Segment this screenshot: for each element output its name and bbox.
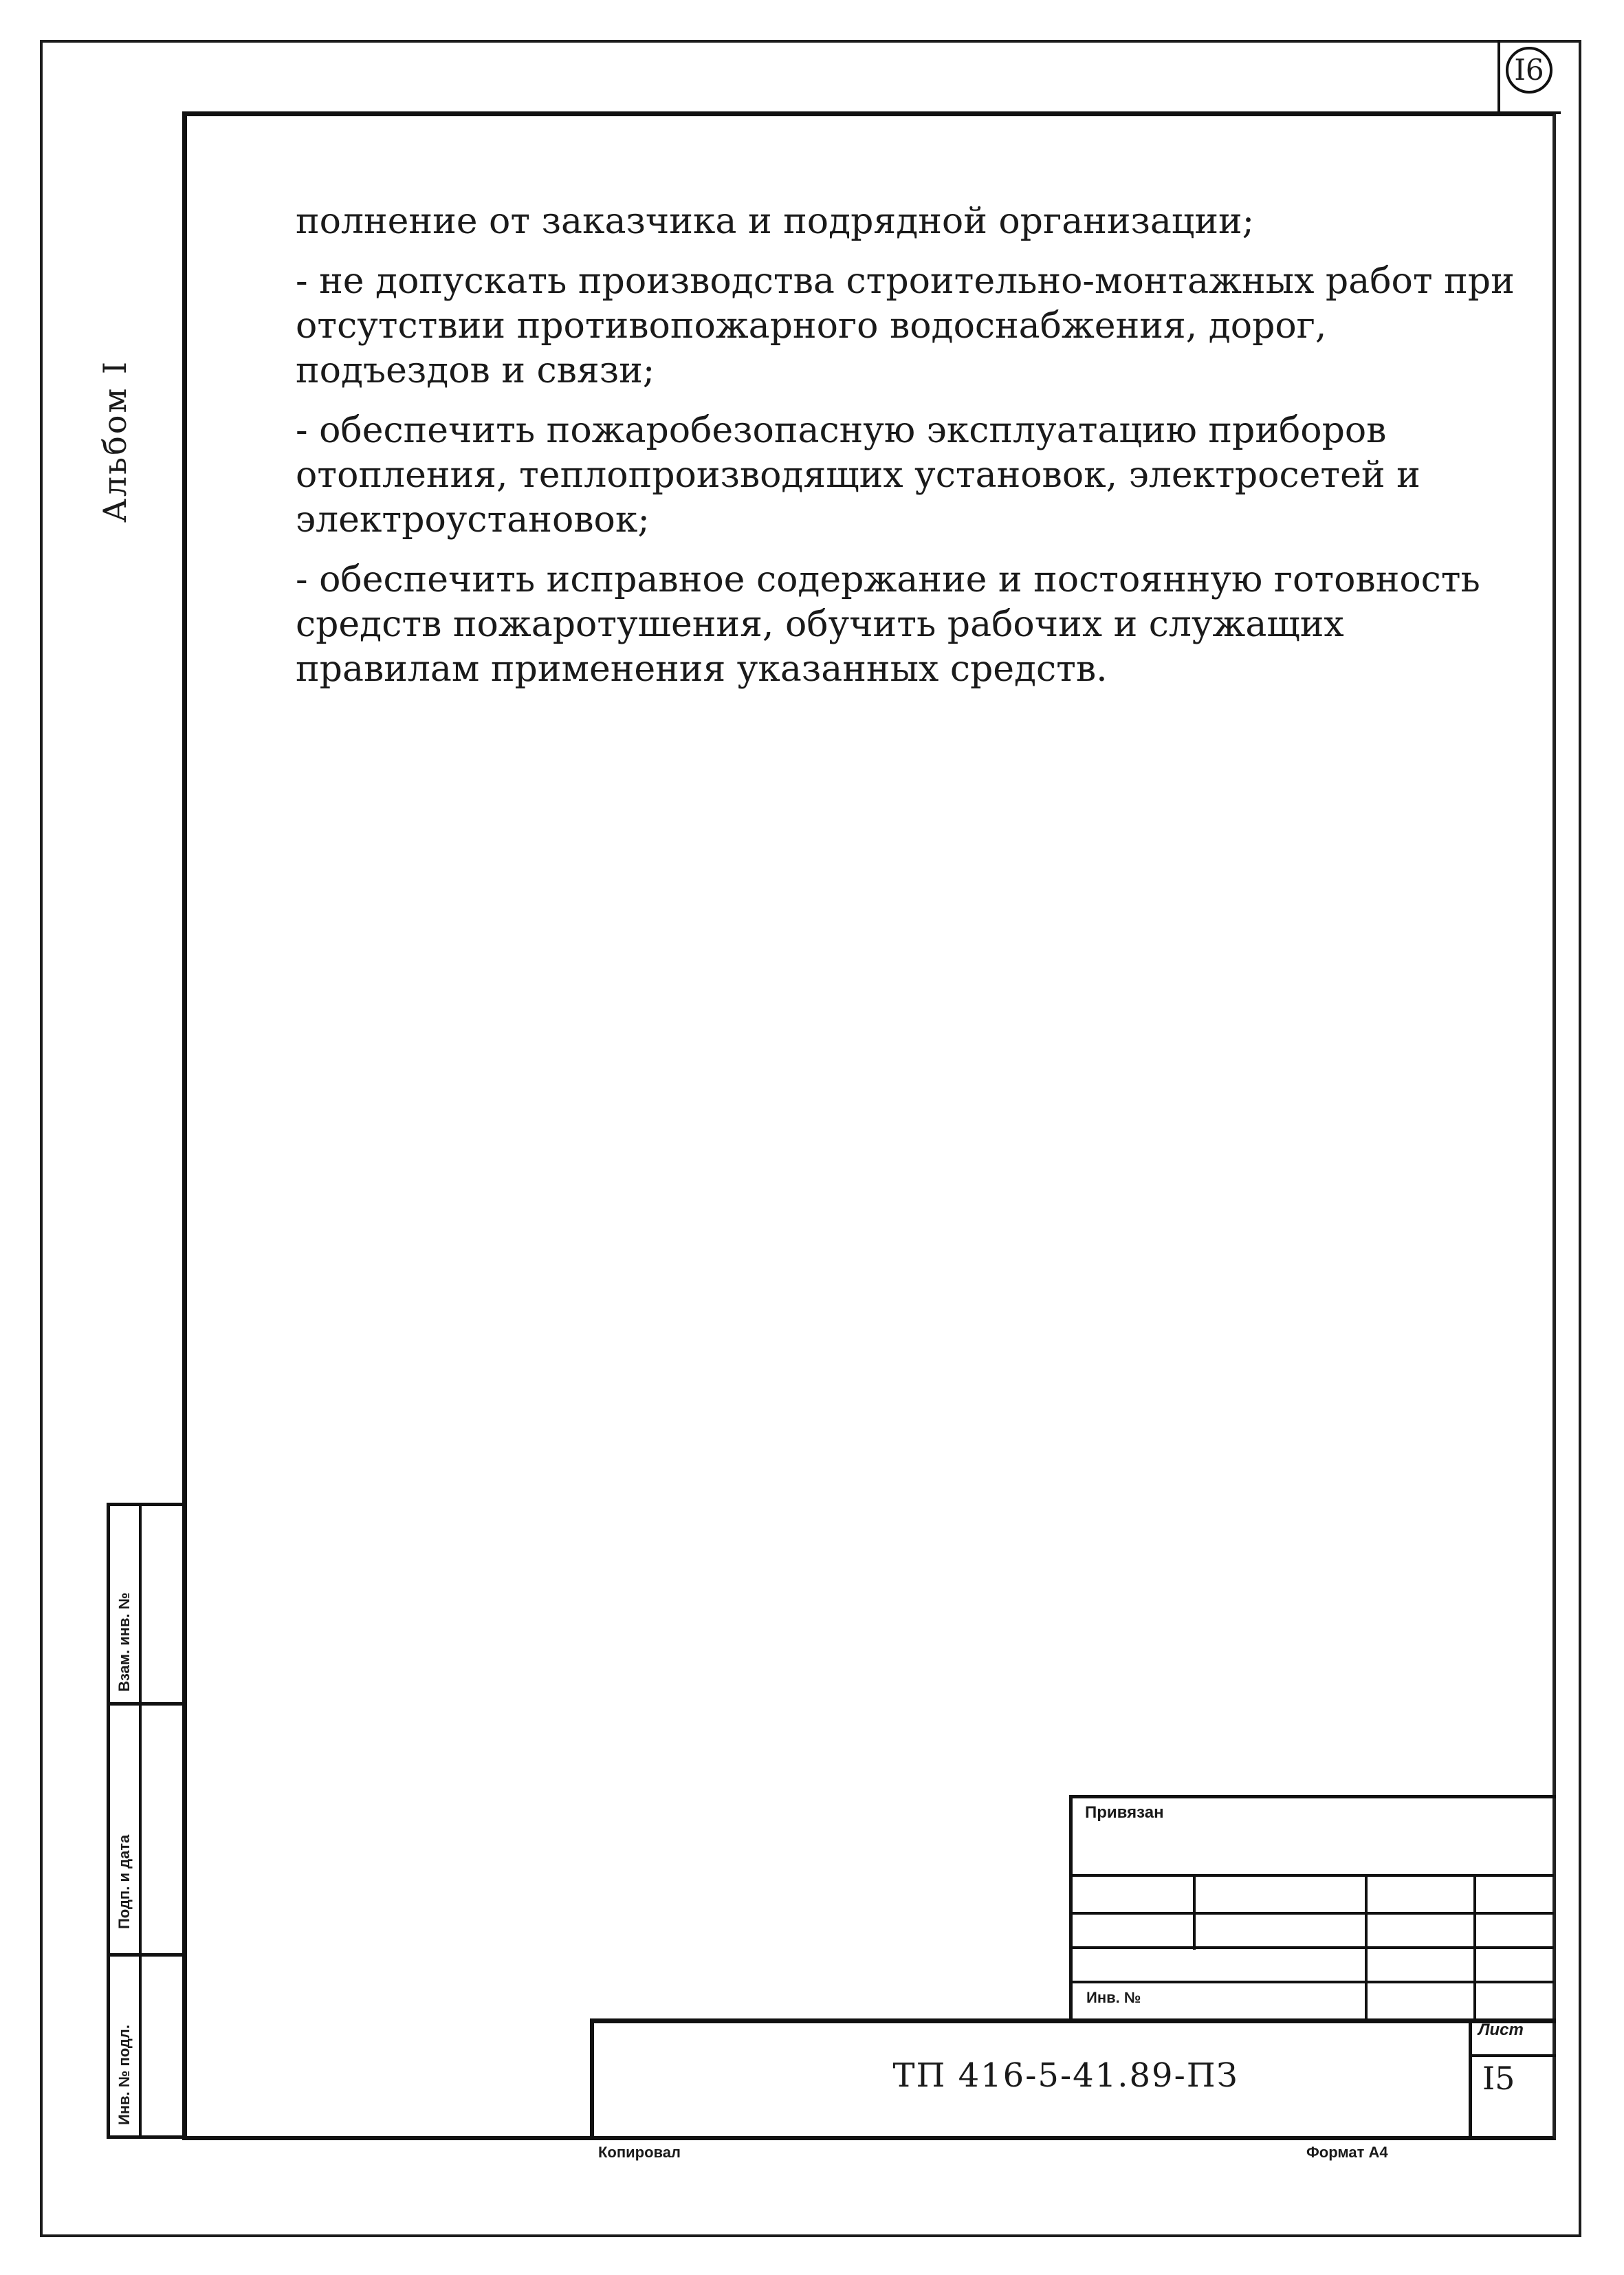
side-stamp <box>107 1503 187 2139</box>
side-row-inventory <box>110 1953 184 2135</box>
document-code: ТП 416-5-41.89-ПЗ <box>892 2056 1239 2095</box>
inv-number-label: Инв. № <box>1086 1989 1141 2006</box>
paragraph: - не допускать производства строительно-монтажных работ при отсутствии противопожарного водоснабжения, дорог, подъездов и связи; <box>296 261 1515 391</box>
album-label: Альбом I <box>96 359 133 523</box>
approval-block <box>1069 1795 1556 2018</box>
side-row-signed <box>110 1702 184 1957</box>
sheet-stamp-number: I6 <box>1506 47 1552 94</box>
body-text <box>296 199 1519 707</box>
approved-label: Привязан <box>1085 1803 1164 1822</box>
side-label-replace: Взам. инв. № <box>116 1592 133 1692</box>
paragraph: - обеспечить пожаробезопасную эксплуатацию приборов отопления, теплопроизводящих установок, электросетей и электроустановок; <box>296 410 1420 541</box>
side-label-inventory: Инв. № подл. <box>116 2025 133 2125</box>
paragraph: - обеспечить исправное содержание и постоянную готовность средств пожаротушения, обучить рабочих и служащих правилам применения указанных средств. <box>296 559 1480 690</box>
sheet-label: Лист <box>1478 2021 1524 2039</box>
side-label-signed: Подп. и дата <box>116 1834 133 1929</box>
copied-label: Копировал <box>598 2144 681 2161</box>
side-row-replace <box>110 1506 184 1706</box>
sheet-number: I5 <box>1482 2060 1515 2097</box>
format-label: Формат А4 <box>1306 2144 1388 2161</box>
paragraph: полнение от заказчика и подрядной организации; <box>296 201 1255 242</box>
